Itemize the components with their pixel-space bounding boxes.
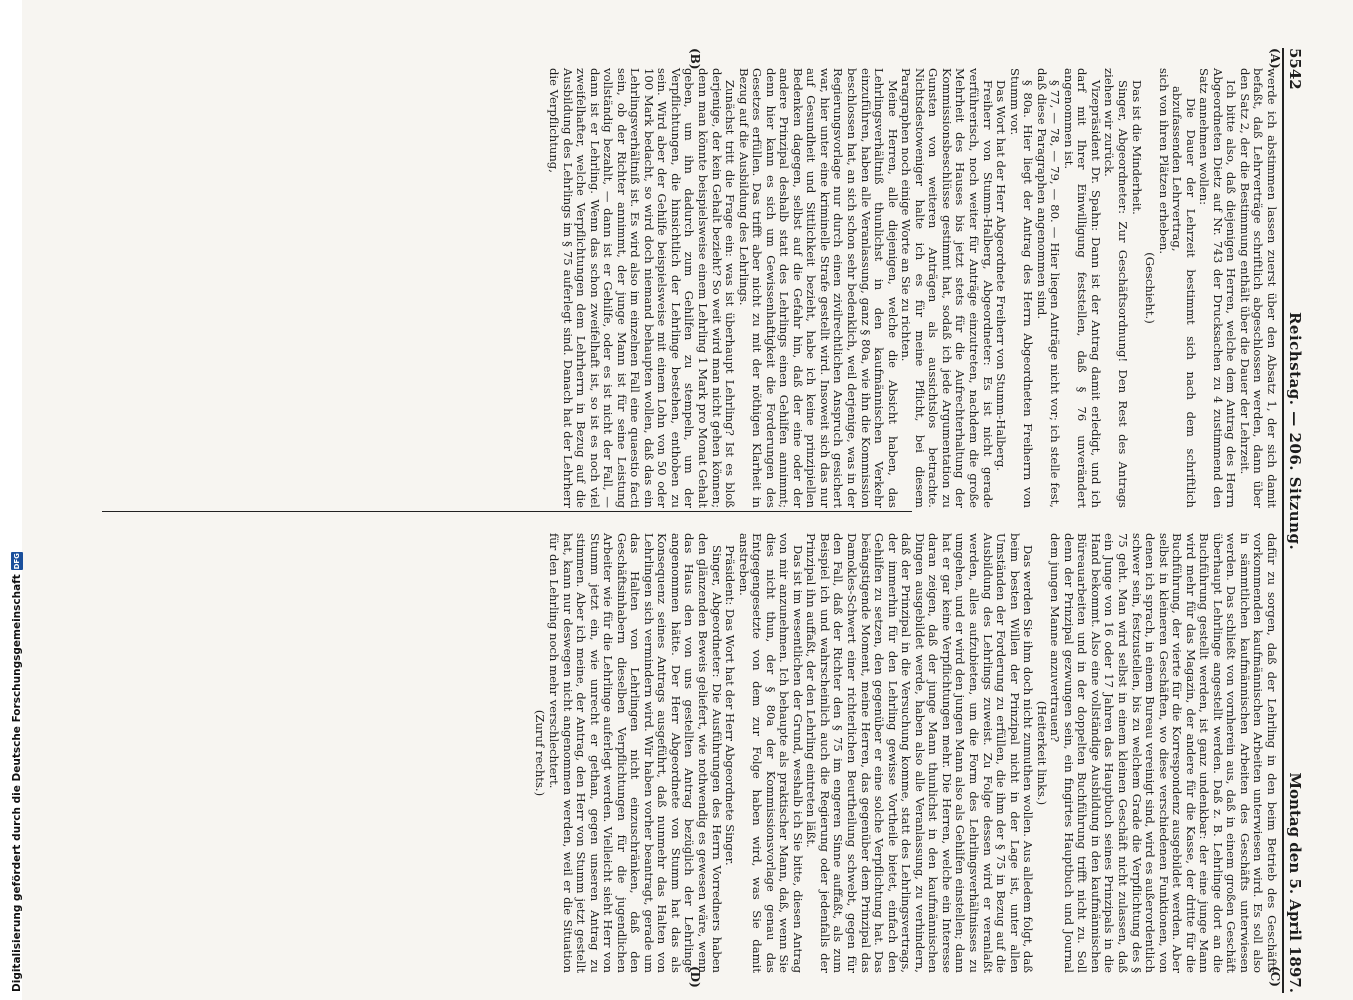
speech-paragraph: Vizepräsident Dr. Spahn: Dann ist der Antrag damit erledigt, und ich darf mit Ihrer Einwilligung feststellen, daß § 76 unverändert angenommen ist. [1061, 68, 1103, 508]
paragraph: Meine Herren, alle diejenigen, welche die Absicht haben, das Lehrlingsverhältniß thunlichst in den kaufmännischen Verkehr einzuführen, haben alle Veranlassung, ganz § 80a, wie ihn die Kommission beschlossen hat, an sich schon sehr bedenklich, weil derjenige, was in der Regierungsvorlage nur durch einen zivilrechtlichen Anspruch gesichert war, hier unter eine kriminelle Strafe gestellt wird. Insoweit sich das nur auf Gesundheit und Sittlichkeit bezieht, habe ich keine prinzipiellen Bedenken dagegen, selbst auf die Gefahr hin, daß der eine oder der andere Prinzipal deshalb statt des Lehrlings einen Gehilfen annimmt; denn hier kann es sich um Gewissenhaftigkeit die Forderungen des Gesetzes erfüllen. Das trifft aber nicht zu mit der nöthigen Klarheit in Bezug auf die Ausbildung des Lehrlings. [736, 68, 900, 508]
rotated-document-page [74, 48, 1312, 993]
session-title: Reichstag. — 206. Sitzung. [1286, 311, 1304, 551]
stage-direction: (Zuruf rechts.) [533, 709, 548, 797]
page-number: 5542 [1286, 48, 1304, 90]
paragraph: Zunächst tritt die Frage ein: was ist überhaupt Lehrling? Ist es bloß derjenige, der kein Gehalt bezieht? So weit wird man nicht gehen können; denn man könnte beispielsweise einem Lehrling 1 Mark pro Monat Gehalt geben, um ihn dadurch zum Gehilfen zu stempeln, um der Verpflichtungen, die hinsichtlich der Lehrlinge bestehen, enthoben zu sein. Wird aber der Gehilfe beispielsweise mit einem Lohn von 50 oder 100 Mark bedacht, so wird doch niemand behaupten wollen, daß das ein Lehrlingsverhältniß ist. Es wird also im einzelnen Fall eine quaestio facti sein, ob der Richter annimmt, der junge Mann ist für seine Leistung vollständig bezahlt, — dann ist er Gehilfe, oder es ist nicht der Fall, — dann ist er Lehrling. Wenn das schon zweifelhaft ist, so ist es noch viel zweifelhafter, welche Verpflichtungen dem Lehrherrn in Bezug auf die Ausbildung des Lehrlings im § 75 auferlegt sind. Danach hat der Lehrherr die Verpflichtung, [547, 68, 738, 508]
funding-notice [11, 552, 23, 992]
funding-sidebar [0, 0, 22, 1000]
margin-letter-a: (A) [1268, 48, 1282, 69]
left-text-column [546, 68, 1278, 508]
paragraph: § 77, — 78, — 79, — 80. — Hier liegen Anträge nicht vor; ich stelle fest, daß diese Paragraphen angenommen sind. [1034, 68, 1063, 508]
speech-paragraph: Präsident: Das Wort hat der Herr Abgeordnete Singer. [723, 545, 738, 866]
stage-direction: (Heiterkeit links.) [1034, 700, 1049, 806]
funding-notice-text: Digitalisierung gefördert durch die Deutsche Forschungsgemeinschaft [11, 574, 23, 992]
margin-letter-c: (C) [1268, 966, 1282, 987]
paragraph: dafür zu sorgen, daß der Lehrling in den beim Betrieb des Geschäfts vorkommenden kaufmännischen Arbeiten unterwiesen wird. Es soll also in sämmtlichen kaufmännischen Arbeiten des Geschäfts unterwiesen werden. Das schließt von vornherein aus, daß in einem großen Geschäft überhaupt Lehrlinge angestellt werden. Daß z. B. Lehrlinge dort an die Buchführung gestellt werden, ist ganz undenkbar: der eine junge Mann wird mehr für das Magazin, der andere für die Kasse, der dritte für die Buchführung, der vierte für die Korrespondenz ausgebildet werden. Aber selbst in kleineren Geschäften, wo diese verschiedenen Funktionen, von denen ich sprach, in einem Bureau vereinigt sind, wird es außerordentlich schwer sein, festzustellen, bis zu welchem Grade die Verpflichtung des § 75 geht. Man wird selbst in einem kleinen Geschäft nicht zulassen, daß ein Junge von 16 oder 17 Jahren das Hauptbuch seines Prinzipals in die Hand bekommt. Also eine vollständige Ausbildung in den kaufmännischen Büreauarbeiten und in der doppelten Buchführung trifft nicht zu. Soll denn der Prinzipal gezwungen sein, ein fingirtes Hauptbuch und Journal dem jungen Manne anzuvertrauen? [1048, 533, 1279, 973]
dfg-logo-icon: DFG [13, 553, 21, 570]
paragraph: Das ist die Minderheit. [1129, 80, 1144, 215]
page-header [1282, 48, 1312, 993]
margin-letter-d: (D) [688, 966, 702, 988]
speech-paragraph: Singer, Abgeordneter: Zur Geschäftsordnung! Den Rest des Antrags ziehen wir zurück. [1102, 68, 1130, 508]
paragraph: werde ich abstimmen lassen zuerst über den Absatz 1, der sich damit befaßt, daß Lehrverträge schriftlich abgeschlossen werden, dann über den Satz 2, der die Bestimmung enthält über die Dauer der Lehrzeit. [1237, 68, 1279, 508]
paragraph: § 80a. Hier liegt der Antrag des Herrn Abgeordneten Freiherrn von Stumm vor. [1007, 68, 1036, 508]
margin-letter-b: (B) [688, 48, 702, 70]
quoted-text: Die Dauer der Lehrzeit bestimmt sich nach dem schriftlich abzufassenden Lehrvertrag, [1170, 86, 1198, 508]
column-divider [102, 511, 912, 512]
stage-direction: (Geschieht.) [1143, 252, 1158, 324]
paragraph: Das werden Sie ihm doch nicht zumuthen wollen. Aus alledem folgt, daß beim besten Willen der Prinzipal nicht in der Lage ist, unter allen Umständen der Forderung zu erfüllen, die ihm der § 75 in Bezug auf die Ausbildung des Lehrlings zuweist. Zu Folge dessen wird er veranlaßt werden, alles aufzubieten, um die Form des Lehrlingsverhältnisses zu umgehen, und er wird den jungen Mann also als Gehilfen einstellen; dann hat er gar keine Verpflichtungen mehr. Die Herren, welche ein Interesse daran zeigen, daß der junge Mann thunlichst in den kaufmännischen Dingen ausgebildet werde, haben also alle Veranlassung, zu verhindern, daß der Prinzipal in die Versuchung komme, statt des Lehrlingsvertrags, der immerhin für den Lehrling gewisse Vortheile bietet, einfach den Gehilfen zu setzen, den gegenüber er eine solche Verpflichtung hat. Das beängstigende Moment, meine Herren, das gegenüber dem Prinzipal das Damokles-Schwert einer richterlichen Beurtheilung schwebt, gegen für den Fall, daß der Richter den § 75 im engeren Sinne auffaßt, als zum Beispiel ich und wahrscheinlich auch die Regierung oder jedenfalls der Prinzipal ihn auffaßt, der den Lehrling eintreten läßt. [804, 533, 1036, 973]
paragraph: sich von ihren Plätzen erheben. [1156, 68, 1171, 255]
paragraph: Das Wort hat der Herr Abgeordnete Freiherr von Stumm-Halberg. [994, 80, 1009, 471]
speech-paragraph: Singer, Abgeordneter: Die Ausführungen des Herrn Vorredners haben den glänzenden Beweis geliefert, wie nothwendig es gewesen wäre, wenn das Haus den von uns gestellten Antrag bezüglich der Lehrlinge angenommen hätte. Der Herr Abgeordnete von Stumm hat das als Konsequenz seines Antrags ausgeführt, daß nunmehr das Halten von Lehrlingen sich vermindern wird. Wir haben vorher beantragt, gerade um das Halten von Lehrlingen nicht einzuschränken, daß den Geschäftsinhabern dieselben Verpflichtungen für die jugendlichen Arbeiter wie für die Lehrlinge auferlegt werden. Vielleicht sieht Herr von Stumm jetzt ein, wie unrecht er gethan, gegen unseren Antrag zu stimmen. Aber ich meine, der Antrag, den Herr von Stumm jetzt gestellt hat, kann nur deswegen nicht angenommen werden, weil er die Situation für den Lehrling noch mehr verschlechtert. [547, 533, 724, 973]
speech-paragraph: Freiherr von Stumm-Halberg, Abgeordneter: Es ist nicht gerade verführerisch, noch weiter für Anträge einzutreten, nachdem die große Mehrheit des Hauses bis jetzt stets für die Aufrechterhaltung der Kommissionsbeschlüsse gestimmt hat, sodaß ich jede Argumentation zu Gunsten von weiteren Anträgen als aussichtslos betrachte. Nichtsdestoweniger halte ich es für meine Pflicht, bei diesem Paragraphen noch einige Worte an Sie zu richten. [899, 68, 995, 508]
paragraph: Das ist im wesentlichen der Grund, weshalb ich Sie bitte, diesen Antrag von mir anzunehmen. Ich behaupte als praktischer Mann, daß, wenn Sie dies nicht thun, der § 80a der Kommissionsvorlage genau das Entgegengesetzte von dem zur Folge haben wird, was Sie damit anstreben. [736, 533, 805, 973]
right-text-column [533, 533, 1278, 973]
session-date: Montag den 5. April 1897. [1286, 772, 1304, 993]
paragraph: Ich bitte also, daß diejenigen Herren, welche dem Antrag des Herrn Abgeordneten Dietz auf Nr. 743 der Drucksachen zu 4 zustimmend den Satz annehmen wollen: [1197, 68, 1239, 508]
